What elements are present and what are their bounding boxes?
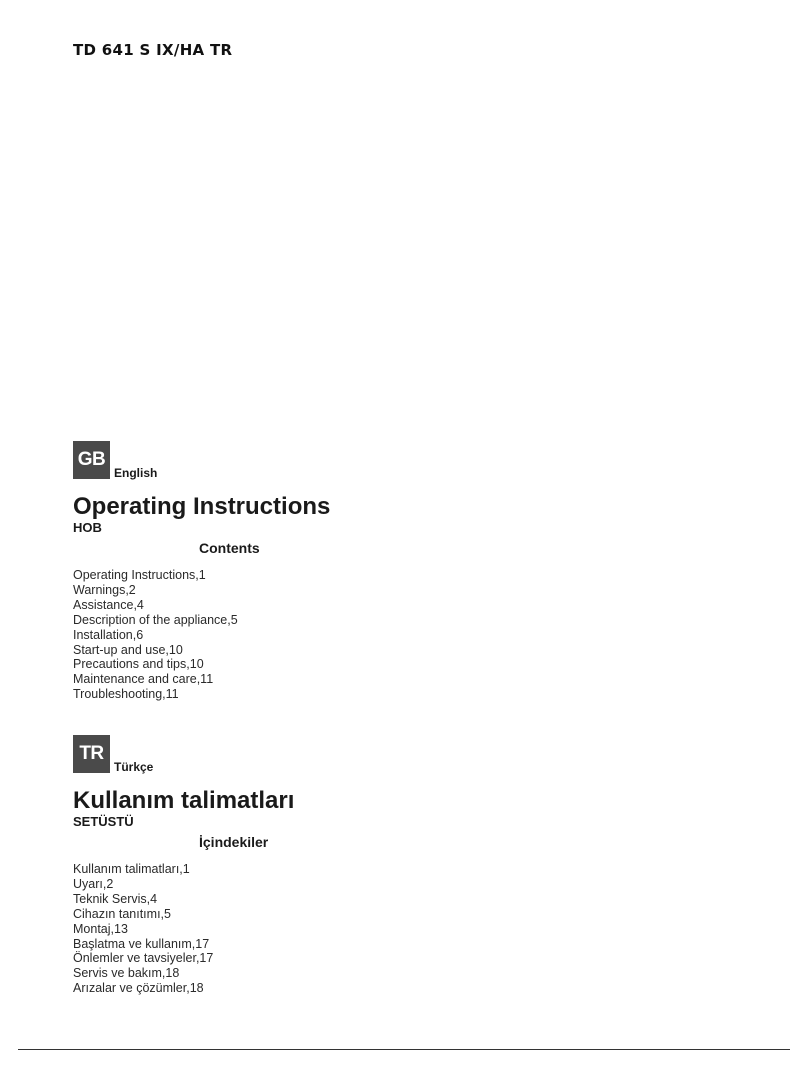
toc-item[interactable]: Operating Instructions,1 <box>73 568 206 582</box>
toc-item[interactable]: Maintenance and care,11 <box>73 672 214 687</box>
toc-item[interactable]: Description of the appliance,5 <box>73 612 238 627</box>
toc-item[interactable]: Arızalar ve çözümler,18 <box>73 981 204 996</box>
toc-item[interactable]: Assistance,4 <box>73 597 144 612</box>
manual-title: Kullanım talimatları <box>73 787 295 814</box>
language-name: Türkçe <box>114 760 154 774</box>
language-name: English <box>114 466 158 480</box>
footer-divider <box>18 1049 790 1050</box>
manual-title: Operating Instructions <box>73 493 331 520</box>
toc-item[interactable]: Cihazın tanıtımı,5 <box>73 906 171 921</box>
toc-item[interactable]: Servis ve bakım,18 <box>73 966 180 981</box>
language-header <box>73 441 493 479</box>
product-type: SETÜSTÜ <box>73 814 134 829</box>
toc-item[interactable]: Installation,6 <box>73 627 144 642</box>
contents-heading: İçindekiler <box>199 834 269 850</box>
contents-heading: Contents <box>199 540 260 556</box>
section-english <box>73 441 493 702</box>
table-of-contents <box>73 568 493 702</box>
toc-item[interactable]: Start-up and use,10 <box>73 642 183 657</box>
toc-item[interactable]: Teknik Servis,4 <box>73 891 158 906</box>
toc-item[interactable]: Montaj,13 <box>73 921 128 936</box>
section-turkish <box>73 735 493 996</box>
language-code-badge: GB <box>73 441 110 479</box>
toc-item[interactable]: Troubleshooting,11 <box>73 687 179 702</box>
toc-item[interactable]: Warnings,2 <box>73 582 136 597</box>
toc-item[interactable]: Uyarı,2 <box>73 876 114 891</box>
language-code-badge: TR <box>73 735 110 773</box>
table-of-contents <box>73 862 493 996</box>
toc-item[interactable]: Kullanım talimatları,1 <box>73 862 190 876</box>
model-number: TD 641 S IX/HA TR <box>73 41 233 59</box>
toc-item[interactable]: Önlemler ve tavsiyeler,17 <box>73 951 214 966</box>
language-header <box>73 735 493 773</box>
toc-item[interactable]: Başlatma ve kullanım,17 <box>73 936 210 951</box>
toc-item[interactable]: Precautions and tips,10 <box>73 657 204 672</box>
product-type: HOB <box>73 520 102 535</box>
